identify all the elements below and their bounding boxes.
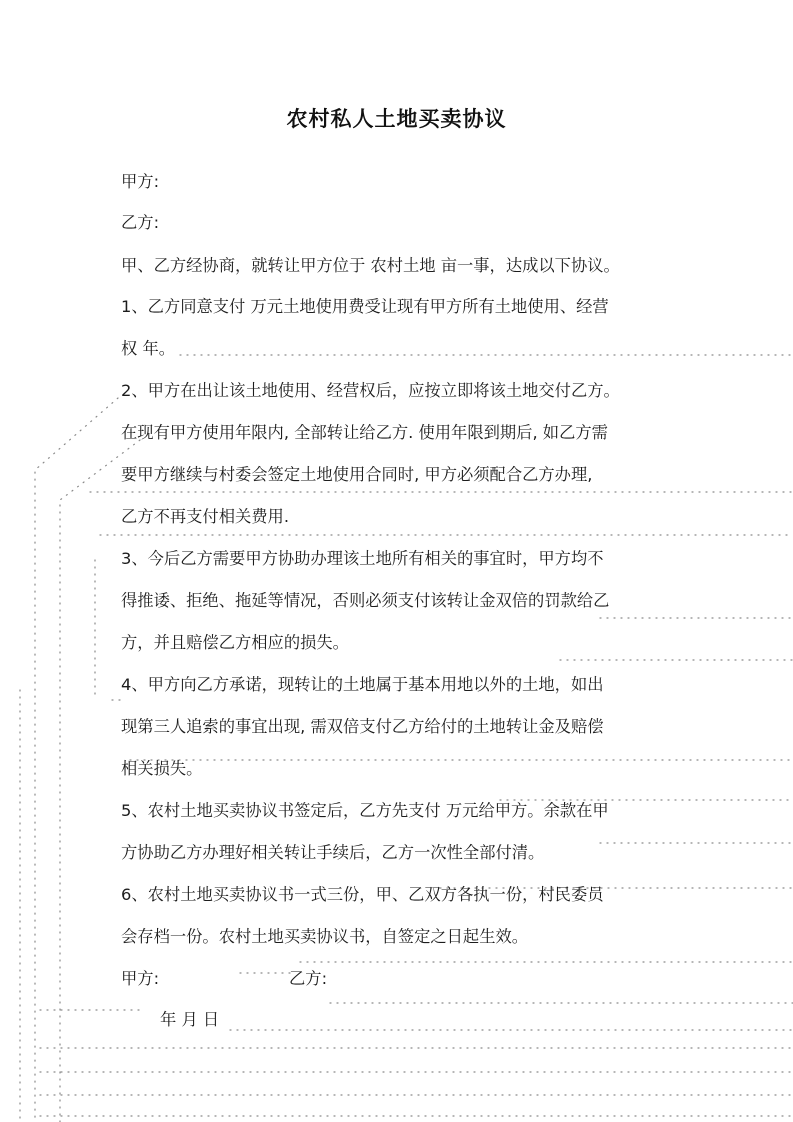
clause-2-line-2: 在现有甲方使用年限内, 全部转让给乙方. 使用年限到期后, 如乙方需 (121, 423, 608, 442)
signature-date: 年 月 日 (160, 1010, 220, 1029)
signature-party-a: 甲方: (121, 969, 160, 988)
clause-1-line-1: 1、乙方同意支付 万元土地使用费受让现有甲方所有土地使用、经营 (121, 297, 609, 316)
clause-5-line-1: 5、农村土地买卖协议书签定后，乙方先支付 万元给甲方。余款在甲 (121, 801, 609, 820)
clause-4-line-2: 现第三人追索的事宜出现, 需双倍支付乙方给付的土地转让金及赔偿 (121, 717, 604, 736)
clause-6-line-2: 会存档一份。农村土地买卖协议书，自签定之日起生效。 (121, 927, 529, 946)
clause-2-line-4: 乙方不再支付相关费用. (121, 507, 289, 526)
clause-6-line-1: 6、农村土地买卖协议书一式三份，甲、乙双方各执一份，村民委员 (121, 885, 604, 904)
clause-2-line-3: 要甲方继续与村委会签定土地使用合同时, 甲方必须配合乙方办理, (121, 465, 593, 484)
clause-2-line-1: 2、甲方在出让该土地使用、经营权后，应按立即将该土地交付乙方。 (121, 381, 620, 400)
signature-party-b: 乙方: (289, 969, 328, 988)
intro-paragraph: 甲、乙方经协商，就转让甲方位于 农村土地 亩一事，达成以下协议。 (121, 256, 620, 275)
clause-4-line-3: 相关损失。 (121, 759, 203, 778)
clause-3-line-3: 方，并且赔偿乙方相应的损失。 (121, 633, 349, 652)
clause-3-line-2: 得推诿、拒绝、拖延等情况，否则必须支付该转让金双倍的罚款给乙 (121, 591, 610, 610)
clause-5-line-2: 方协助乙方办理好相关转让手续后，乙方一次性全部付清。 (121, 843, 545, 862)
clause-1-line-2: 权 年。 (121, 339, 176, 358)
clause-4-line-1: 4、甲方向乙方承诺，现转让的土地属于基本用地以外的土地，如出 (121, 675, 604, 694)
party-b-label: 乙方: (121, 213, 160, 232)
clause-3-line-1: 3、今后乙方需要甲方协助办理该土地所有相关的事宜时，甲方均不 (121, 549, 604, 568)
document-title: 农村私人土地买卖协议 (286, 107, 507, 131)
party-a-label: 甲方: (121, 172, 160, 191)
